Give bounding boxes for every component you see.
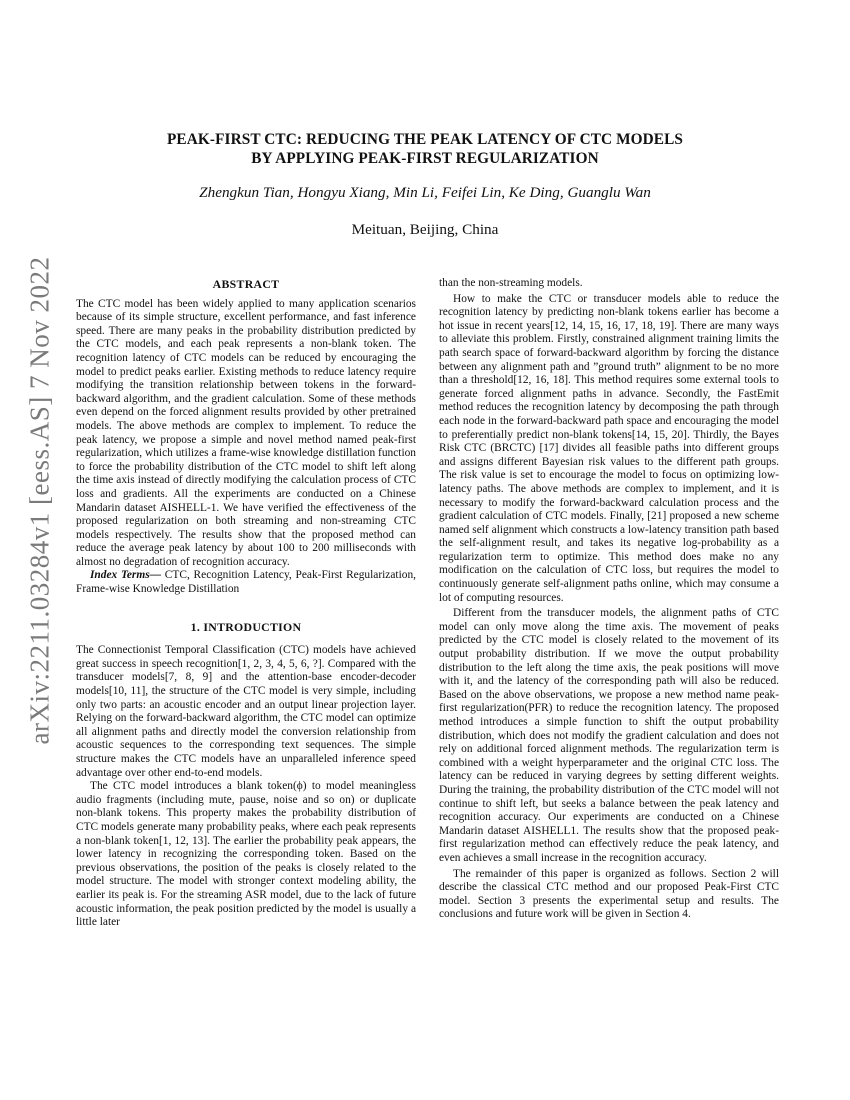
paper-title [90, 130, 760, 168]
intro-paragraph-2-continued: than the non-streaming models. [439, 277, 583, 289]
abstract-heading: ABSTRACT [212, 277, 280, 291]
arxiv-identifier [10, 256, 70, 744]
intro-paragraph-5: The remainder of this paper is organized as follows. Section 2 will describe the classical CTC method and our proposed Peak-First CTC model. Section 3 presents the experimental setup and results. The conclusions and future work will be given in Section 4. [439, 867, 779, 921]
index-terms [76, 569, 416, 596]
right-column [439, 277, 779, 922]
arxiv-identifier-text: arXiv:2211.03284v1 [eess.AS] 7 Nov 2022 [24, 256, 55, 744]
intro-paragraph-2: The CTC model introduces a blank token(ϕ) to model meaningless audio fragments (including mute, pause, noise and so on) or duplicate non-blank tokens. This property makes the probability distribution of CTC models generate many probability peaks, where each peak represents a non-blank token[1, 12, 13]. The earlier the probability peak appears, the lower latency in recognizing the corresponding token. Based on the previous observations, the position of the peaks is closely related to the model structure. The model with stronger context modeling ability, the earlier its peak is. For the streaming ASR model, due to the lack of future acoustic information, the peak position predicted by the model is usually a little later [76, 780, 416, 929]
author-list: Zhengkun Tian, Hongyu Xiang, Min Li, Feifei Lin, Ke Ding, Guanglu Wan [199, 184, 651, 201]
affiliation: Meituan, Beijing, China [351, 221, 499, 238]
introduction-heading: 1. INTRODUCTION [190, 619, 302, 634]
left-column [76, 278, 416, 930]
index-terms-text: CTC, Recognition Latency, Peak-First Regularization, Frame-wise Knowledge Distillation [76, 569, 416, 596]
intro-paragraph-1: The Connectionist Temporal Classification (CTC) models have achieved great success in speech recognition[1, 2, 3, 4, 5, 6, ?]. Compared with the transducer models[7, 8, 9] and the attention-base encoder-decoder models[10, 11], the structure of the CTC model is very simple, including only two parts: an acoustic encoder and an output linear projection layer. Relying on the forward-backward algorithm, the CTC model can optimize all alignment paths and directly model the conversion relationship from acoustic sequences to the corresponding text sequences. The simple structure makes the CTC models have an unparalleled inference speed advantage over other end-to-end models. [76, 644, 416, 779]
intro-paragraph-3: How to make the CTC or transducer models able to reduce the recognition latency by predicting non-blank tokens earlier has become a hot issue in recent years[12, 14, 15, 16, 17, 18, 19]. There are many ways to alleviate this problem. Firstly, constrained alignment training limits the path search space of forward-backward algorithm by forcing the distance between any alignment path and ”ground truth” alignment to be no more than a threshold[12, 16, 18]. This method requires some external tools to generate forced alignment paths in advance. Secondly, the FastEmit method reduces the recognition latency by decomposing the path through each node in the forward-backward path space and encouraging the model to preferentially predict non-blank tokens[14, 15, 20]. Thirdly, the Bayes Risk CTC (BRCTC) [17] divides all feasible paths into different groups and assigns different Bayesian risk values to the different path groups. The risk value is set to encourage the model to focus on optimizing low-latency paths. The above methods are complex to implement, and it is necessary to modify the forward-backward calculation process and the gradient calculation of CTC models. Finally, [21] proposed a new scheme named self alignment which constructs a low-latency transition path based the self-alignment result, and takes its negative log-probability as a regularization term to optimize. This method does make no any modification on the calculation of CTC loss, but requires the model to continuously generate self-alignment paths online, which may consume a lot of computing resources. [439, 292, 779, 604]
paper-title-line-1: PEAK-FIRST CTC: REDUCING THE PEAK LATENCY OF CTC MODELS [166, 131, 684, 148]
intro-paragraph-4: Different from the transducer models, the alignment paths of CTC model can only move along the time axis. The movement of peaks predicted by the CTC model is closely related to the movement of its output probability distribution. If we move the output probability distribution to the left along the time axis, the peak positions will move with it, and the latency of the corresponding path will also be reduced. Based on the above observations, we propose a new method name peak-first regularization(PFR) to reduce the recognition latency. The proposed method introduces a simple function to shift the output probability distribution, which does not modify the gradient calculation and does not rely on additional forced alignment methods. The regularization term is combined with a weight hyperparameter and the original CTC loss. The latency can be reduced in varying degrees by setting different weights. During the training, the probability distribution of the CTC model will not continue to shift left, but seeks a balance between the peak latency and recognition accuracy. Our experiments are conducted on a Chinese Mandarin dataset AISHELL1. The results show that the proposed peak-first regularization method can effectively reduce the peak latency, and even achieves a small increase in the recognition accuracy. [439, 607, 779, 864]
abstract-text: The CTC model has been widely applied to many application scenarios because of its simple structure, excellent performance, and fast inference speed. There are many peaks in the probability distribution predicted by the CTC models, and each peak represents a non-blank token. The recognition latency of CTC models can be reduced by encouraging the model to predict peaks earlier. Existing methods to reduce latency require modifying the transition relationship between tokens in the forward-backward algorithm, and the gradient calculation. Some of these methods even depend on the forced alignment results provided by other pretrained models. The above methods are complex to implement. To reduce the peak latency, we propose a simple and novel method named peak-first regularization, which utilizes a frame-wise knowledge distillation function to force the probability distribution of the CTC model to shift left along the time axis instead of directly modifying the calculation process of CTC loss and gradients. All the experiments are conducted on a Chinese Mandarin dataset AISHELL-1. We have verified the effectiveness of the proposed regularization on both streaming and non-streaming CTC models respectively. The results show that the proposed method can reduce the average peak latency by about 100 to 200 milliseconds with almost no degradation of recognition accuracy. [76, 297, 416, 568]
paper-title-line-2: BY APPLYING PEAK-FIRST REGULARIZATION [251, 150, 599, 167]
index-terms-label: Index Terms— [90, 569, 162, 582]
